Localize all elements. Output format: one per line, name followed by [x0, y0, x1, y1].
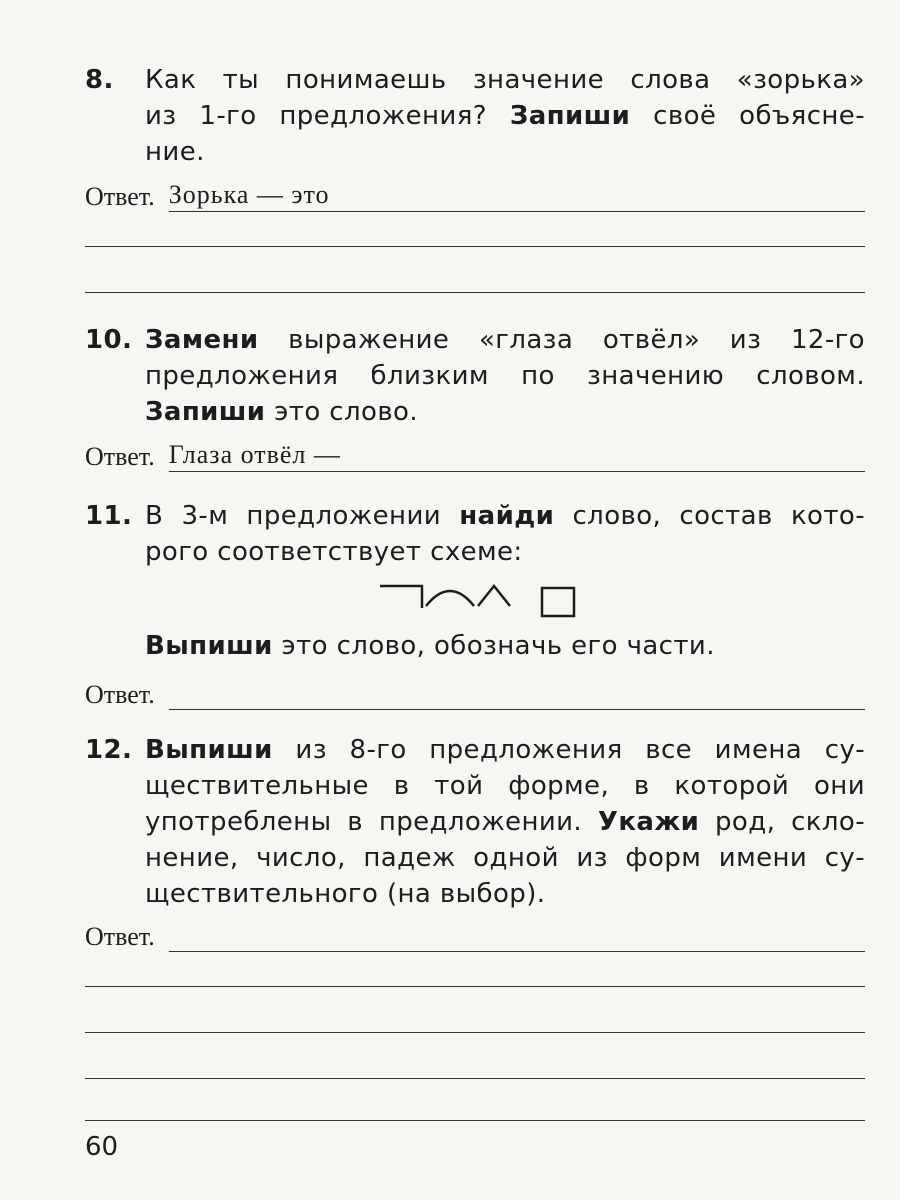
answer-field[interactable] [169, 921, 865, 952]
answer-label: Ответ. [85, 442, 155, 471]
task-11 [85, 498, 865, 570]
task-text: слово, состав кото- [572, 501, 866, 531]
task-10 [85, 322, 865, 430]
task-8 [85, 62, 865, 170]
task-11-continuation [85, 628, 865, 664]
task-keyword: Выпиши [145, 735, 273, 765]
task-text: Как ты понимаешь значение слова «зорька» [145, 65, 865, 95]
task-keyword: найди [459, 501, 555, 531]
task-keyword: Укажи [597, 807, 700, 837]
task-text: выражение «глаза отвёл» из 12-го [288, 325, 865, 355]
answer-line-8 [85, 172, 865, 212]
answer-line-10 [85, 432, 865, 472]
answer-line-11 [85, 670, 865, 710]
answer-rule[interactable] [85, 292, 865, 293]
task-keyword: Запиши [509, 101, 631, 131]
suffix-mark [478, 586, 510, 606]
answer-label: Ответ. [85, 680, 155, 709]
task-number: 8. [85, 65, 114, 95]
task-text: это слово, обозначь его части. [281, 631, 715, 661]
task-number: 12. [85, 735, 133, 765]
task-12 [85, 732, 865, 912]
task-keyword: Выпиши [145, 631, 273, 661]
task-keyword: Замени [145, 325, 259, 355]
task-text: род, скло- [715, 807, 865, 837]
prefix-mark [380, 586, 422, 608]
task-text: своё объясне- [653, 101, 865, 131]
task-text: ние. [145, 137, 205, 167]
task-number: 11. [85, 501, 133, 531]
task-text: ществительного (на выбор). [145, 879, 546, 909]
answer-line-12 [85, 912, 865, 952]
answer-label: Ответ. [85, 922, 155, 951]
task-text: предложения близким по значению словом. [145, 361, 865, 391]
task-number: 10. [85, 325, 133, 355]
answer-label: Ответ. [85, 182, 155, 211]
task-text: нение, число, падеж одной из форм имени су- [145, 843, 865, 873]
answer-rule[interactable] [85, 986, 865, 987]
task-text: это слово. [274, 397, 419, 427]
task-text: рого соответствует схеме: [145, 537, 523, 567]
answer-rule[interactable] [85, 1078, 865, 1079]
task-text: из 8-го предложения все имена су- [295, 735, 866, 765]
task-text: ществительные в той форме, в которой они [145, 771, 865, 801]
answer-rule[interactable] [85, 1120, 865, 1121]
answer-rule[interactable] [85, 246, 865, 247]
ending-box [542, 588, 574, 616]
answer-field[interactable] [169, 679, 865, 710]
answer-field[interactable]: Глаза отвёл — [169, 441, 865, 472]
task-keyword: Запиши [145, 397, 266, 427]
answer-field[interactable]: Зорька — это [169, 181, 865, 212]
answer-rule[interactable] [85, 1032, 865, 1033]
task-text: из 1-го предложения? [145, 101, 487, 131]
task-text: употреблены в предложении. [145, 807, 583, 837]
page-number: 60 [85, 1132, 119, 1162]
task-text: В 3-м предложении [145, 501, 442, 531]
root-arc [426, 591, 474, 606]
word-morpheme-scheme [378, 580, 580, 620]
